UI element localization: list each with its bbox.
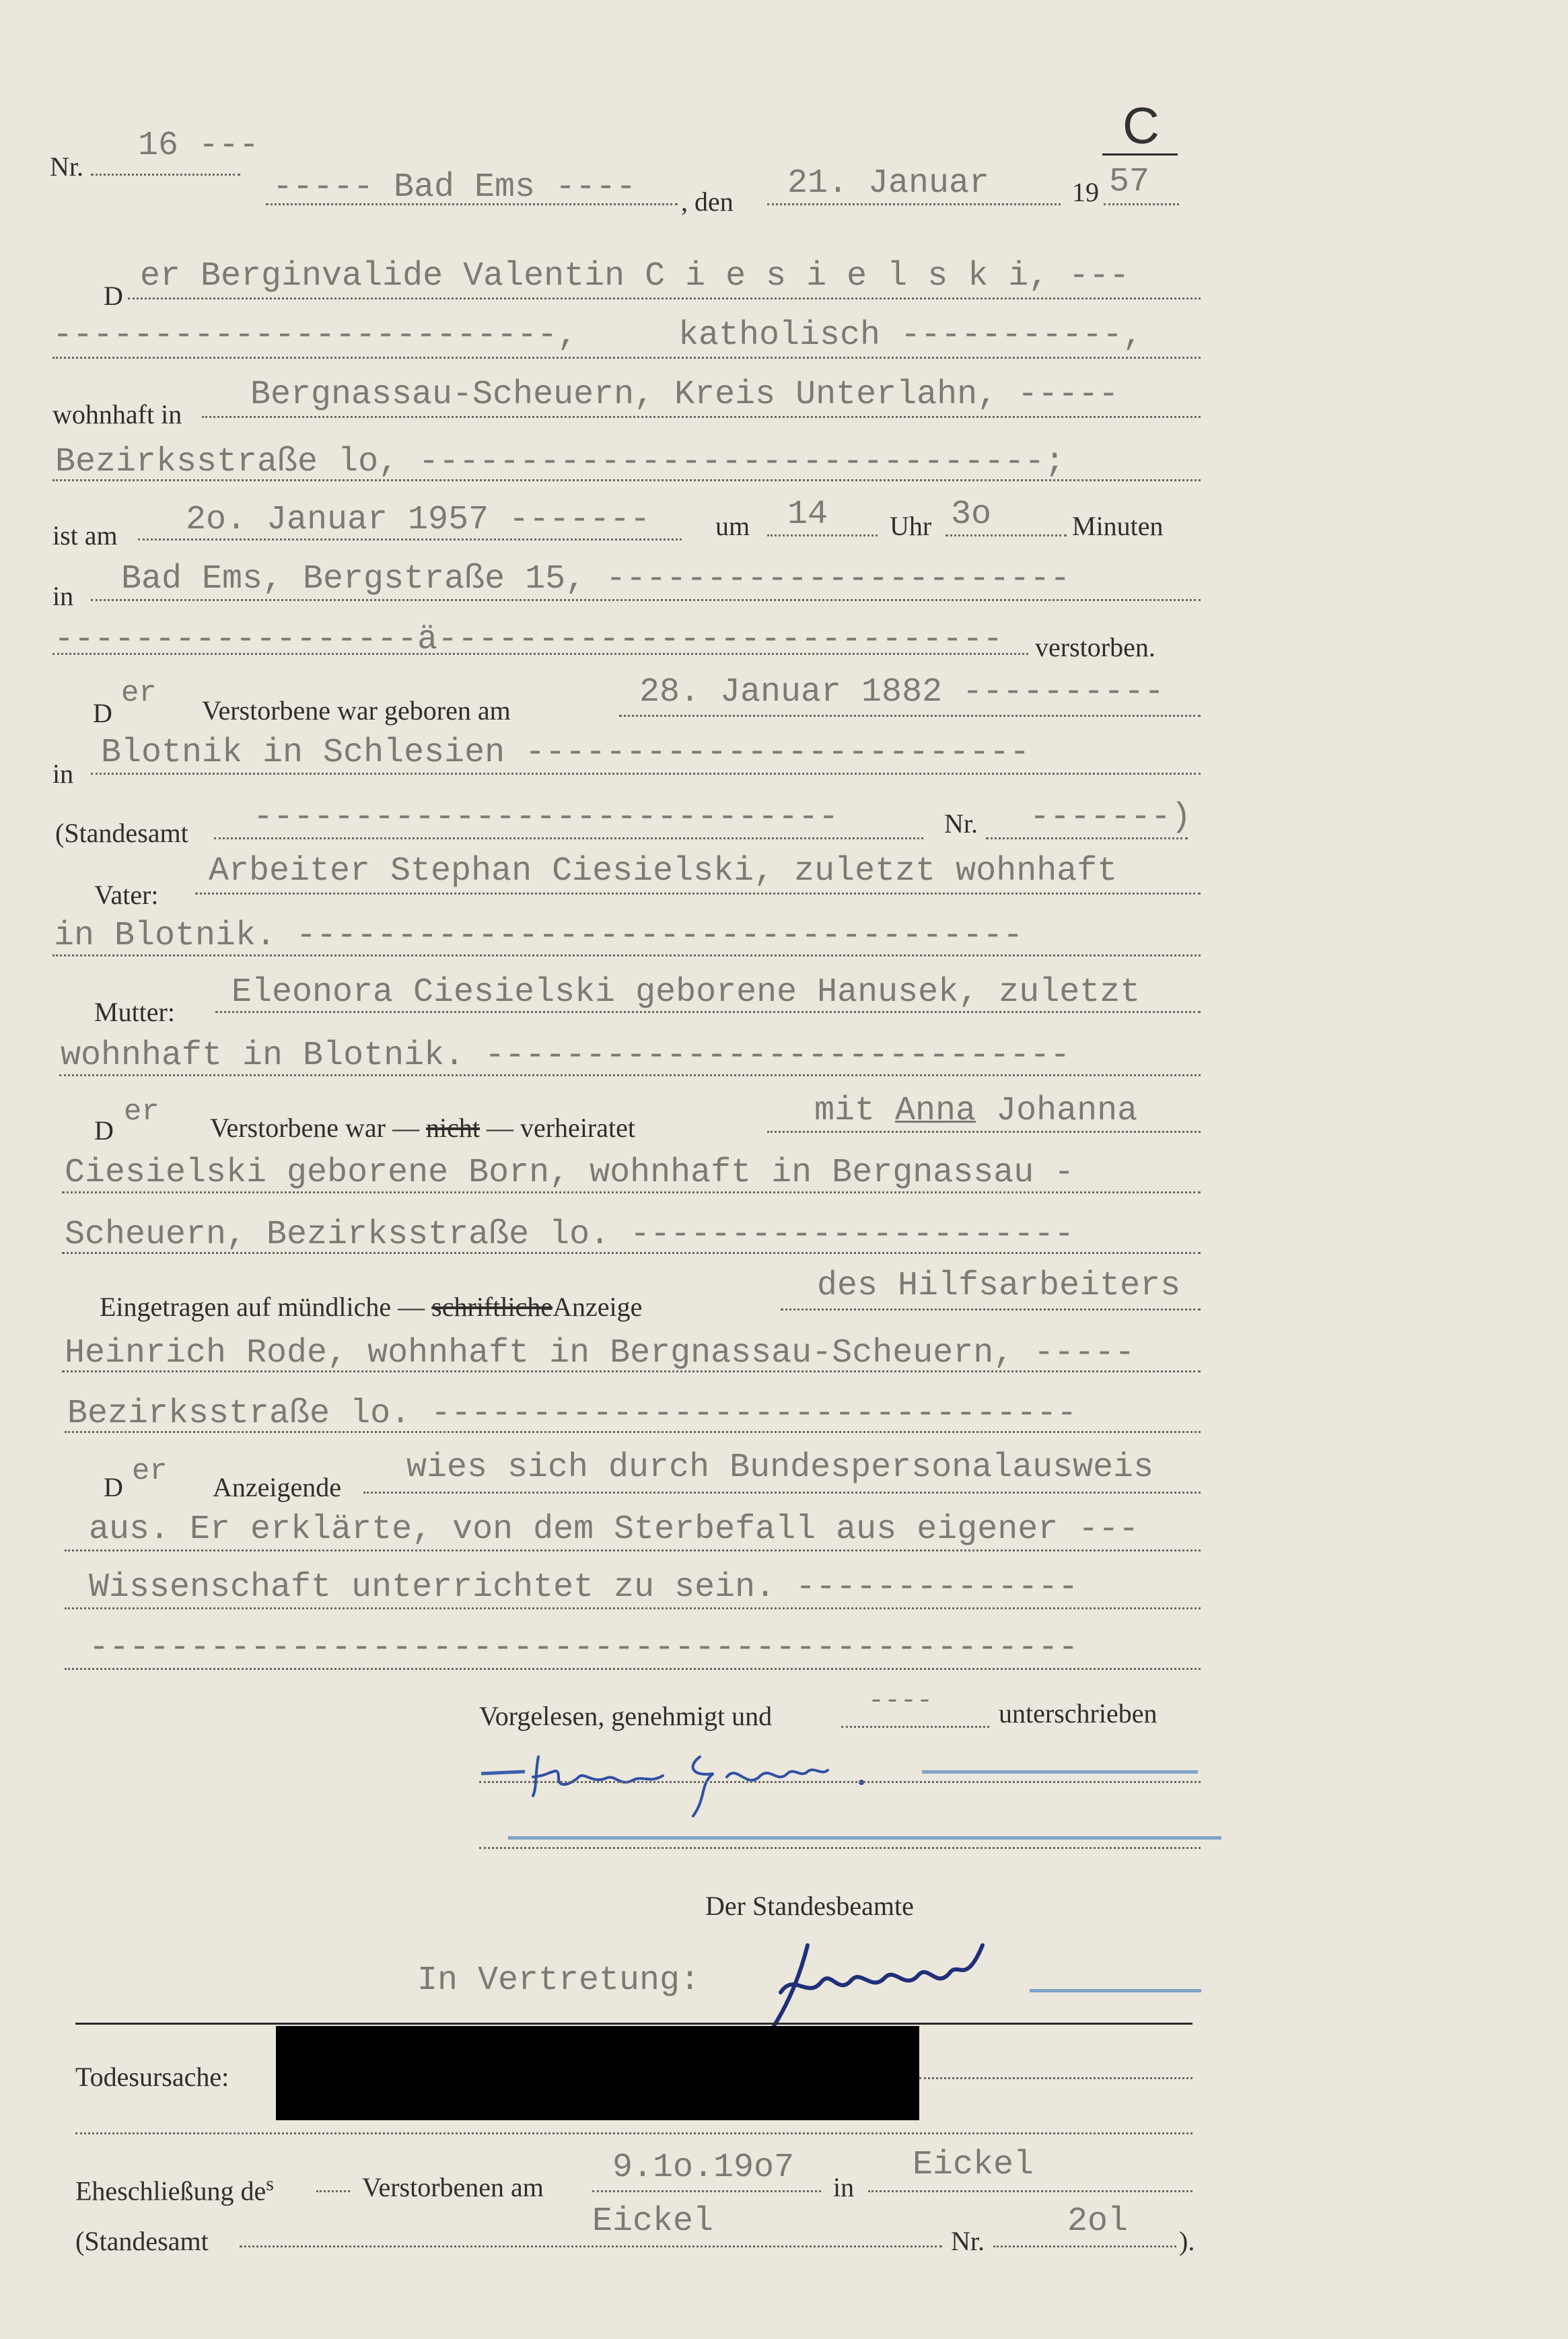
father-label: Vater: xyxy=(94,880,159,910)
informant-signature xyxy=(471,1737,902,1824)
birth-date-dotted xyxy=(619,715,1201,717)
death-date-value: 2o. Januar 1957 ------- xyxy=(186,501,651,539)
ehe-date: 9.1o.19o7 xyxy=(612,2149,795,2187)
den-label: , den xyxy=(681,186,734,217)
informant-line4-dotted xyxy=(65,1668,1201,1670)
birth-place-value: Blotnik in Schlesien ------------------------- xyxy=(101,734,1030,772)
marriage-line2: Ciesielski geborene Born, wohnhaft in Bergnassau - xyxy=(65,1154,1075,1192)
birth-date: 28. Januar 1882 ---------- xyxy=(639,673,1165,711)
vorgelesen-dotted xyxy=(841,1726,989,1728)
death-hour: 14 xyxy=(787,495,828,534)
mother-line1: Eleonora Ciesielski geborene Hanusek, zuletzt xyxy=(231,973,1141,1012)
corner-mark-underline xyxy=(1102,153,1178,155)
death-place-value: Bad Ems, Bergstraße 15, ----------------------- xyxy=(121,560,1071,598)
informant-label: Anzeigende xyxy=(213,1472,342,1502)
death-place-label: in xyxy=(52,581,74,611)
registration-line1: des Hilfsarbeiters xyxy=(817,1267,1181,1305)
ehe-standesamt-value: Eickel xyxy=(592,2202,714,2241)
year-dotted-line xyxy=(1104,203,1179,205)
residence-value: Bergnassau-Scheuern, Kreis Unterlahn, ----- xyxy=(250,376,1119,414)
informant-signature-blue-line xyxy=(922,1770,1198,1774)
ehe-nr-value: 2ol xyxy=(1067,2202,1129,2241)
father-line2: in Blotnik. ------------------------------------ xyxy=(54,917,1024,955)
informant-line1: wies sich durch Bundespersonalausweis xyxy=(406,1448,1154,1487)
birth-place-label: in xyxy=(52,759,74,789)
ehe-standesamt-dotted xyxy=(240,2245,942,2247)
official-signature xyxy=(760,1925,1003,2033)
place-dotted-line xyxy=(266,203,678,205)
vertretung-label: In Vertretung: xyxy=(417,1961,701,2000)
informant-signature-dotted xyxy=(479,1781,1201,1783)
year-suffix: 57 xyxy=(1109,163,1150,201)
birth-label: Verstorbene war geboren am xyxy=(202,695,511,726)
mother-line2: wohnhaft in Blotnik. ----------------------------- xyxy=(61,1037,1071,1075)
marriage-spouse-name: Anna xyxy=(895,1092,976,1130)
eheschliessung-label-b: Verstorbenen am xyxy=(362,2172,544,2202)
informant-er: er xyxy=(132,1455,168,1488)
second-signature-dotted xyxy=(479,1847,1201,1849)
uhr-label: Uhr xyxy=(890,511,932,541)
second-signature-blue-line xyxy=(508,1836,1221,1840)
registration-line3-dotted xyxy=(65,1431,1201,1433)
deceased-line1-dotted xyxy=(128,298,1201,300)
nr-value: 16 --- xyxy=(138,127,260,165)
birth-er: er xyxy=(121,676,157,710)
street-value: Bezirksstraße lo, -------------------------------; xyxy=(55,443,1065,481)
birth-standesamt-dotted xyxy=(214,837,923,839)
vorgelesen-label: Vorgelesen, genehmigt und xyxy=(479,1701,773,1731)
date-dotted-line xyxy=(767,203,1061,205)
nr-dotted-line xyxy=(91,174,240,176)
informant-line3-dotted xyxy=(65,1607,1201,1609)
birth-nr-label: Nr. xyxy=(944,808,978,839)
death-minutes: 3o xyxy=(951,495,992,534)
mother-line2-dotted xyxy=(59,1074,1201,1076)
death-date-dotted xyxy=(138,538,682,540)
registration-line2: Heinrich Rode, wohnhaft in Bergnassau-Scheuern, ----- xyxy=(65,1334,1135,1372)
religion-dotted xyxy=(52,357,1201,359)
ehe-standesamt-label: (Standesamt xyxy=(75,2226,209,2256)
todesursache-label: Todesursache: xyxy=(75,2062,229,2092)
year-prefix: 19 xyxy=(1072,177,1099,207)
registration-label-strike: schriftliche xyxy=(431,1292,553,1322)
corner-mark: C xyxy=(1122,98,1160,155)
marriage-line3-dotted xyxy=(62,1252,1201,1254)
father-line2-dotted xyxy=(52,954,1201,956)
hour-dotted xyxy=(767,534,878,536)
birth-nr-value: -------) xyxy=(1030,798,1192,837)
deceased-line2a: -------------------------, xyxy=(52,316,578,355)
marriage-line1-dotted xyxy=(767,1131,1201,1133)
residence-dotted xyxy=(202,416,1201,418)
deceased-d-prefix: D xyxy=(104,281,123,311)
todesursache-dotted-2 xyxy=(75,2132,1192,2134)
death-line2-dotted xyxy=(52,653,1028,655)
informant-line1-dotted xyxy=(363,1492,1201,1494)
date-value: 21. Januar xyxy=(787,164,990,203)
marriage-line1: mit Anna Johanna xyxy=(814,1092,1138,1130)
birth-place-dotted xyxy=(91,773,1201,775)
redacted-cause-of-death xyxy=(276,2026,919,2120)
deceased-line1: er Berginvalide Valentin C i e s i e l s k i, --- xyxy=(140,257,1130,295)
minuten-label: Minuten xyxy=(1072,511,1164,541)
todesursache-dotted xyxy=(919,2077,1192,2079)
ehe-nr-label: Nr. xyxy=(951,2226,985,2256)
eheschliessung-label: Eheschließung $de^s$ xyxy=(75,2173,274,2206)
ehe-nr-dotted xyxy=(993,2245,1176,2247)
informant-line2-dotted xyxy=(65,1549,1201,1551)
registration-label: Eingetragen auf mündliche — schriftlicheAnzeige xyxy=(100,1292,643,1322)
minutes-dotted xyxy=(946,534,1067,536)
birth-d-prefix: D xyxy=(93,698,112,728)
death-date-label: ist am xyxy=(52,520,118,551)
residence-label: wohnhaft in xyxy=(52,399,182,429)
ehe-place-dotted xyxy=(868,2190,1192,2192)
marriage-label: Verstorbene war — nicht — verheiratet xyxy=(210,1113,635,1143)
registration-line1-dotted xyxy=(781,1308,1201,1311)
informant-line3: Wissenschaft unterrichtet zu sein. -------------- xyxy=(89,1568,1079,1607)
marriage-d-prefix: D xyxy=(94,1115,114,1146)
mother-label: Mutter: xyxy=(94,997,175,1027)
unterschrieben-label: unterschrieben xyxy=(999,1698,1157,1729)
official-signature-blue-line xyxy=(1030,1989,1201,1992)
father-line1: Arbeiter Stephan Ciesielski, zuletzt wohnhaft xyxy=(209,852,1118,891)
marriage-line3: Scheuern, Bezirksstraße lo. ---------------------- xyxy=(65,1216,1075,1254)
nr-label: Nr. xyxy=(50,151,83,182)
death-line2: ------------------ä---------------------------- xyxy=(54,621,1003,659)
marriage-er: er xyxy=(124,1095,159,1129)
informant-line2: aus. Er erklärte, von dem Sterbefall aus eigener --- xyxy=(89,1510,1139,1549)
religion-value: katholisch -----------, xyxy=(678,316,1143,355)
mother-line1-dotted xyxy=(215,1011,1201,1013)
verstorben-label: verstorben. xyxy=(1035,632,1155,662)
birth-standesamt-value: ----------------------------- xyxy=(253,798,839,837)
informant-d-prefix: D xyxy=(104,1472,123,1502)
registration-line2-dotted xyxy=(62,1370,1201,1372)
ehe-in-label: in xyxy=(833,2172,855,2202)
ehe-place: Eickel xyxy=(913,2146,1034,2184)
birth-nr-dotted xyxy=(986,837,1188,839)
place-value: ----- Bad Ems ---- xyxy=(273,168,637,207)
father-line1-dotted xyxy=(195,893,1201,895)
registration-line3: Bezirksstraße lo. -------------------------------- xyxy=(67,1395,1077,1433)
ehe-date-dotted xyxy=(592,2190,821,2192)
ehe-s-dotted xyxy=(316,2190,350,2192)
footer-separator xyxy=(75,2023,1192,2025)
informant-line4: ------------------------------------------------- xyxy=(89,1629,1079,1667)
vorgelesen-dashes: ---- xyxy=(868,1686,933,1716)
standesbeamte-label: Der Standesbeamte xyxy=(705,1891,914,1921)
marriage-label-strike: nicht xyxy=(426,1113,480,1143)
street-dotted xyxy=(52,479,1201,481)
marriage-line2-dotted xyxy=(62,1191,1201,1193)
ehe-close: ). xyxy=(1179,2226,1195,2256)
um-label: um xyxy=(715,511,750,541)
birth-standesamt-label: (Standesamt xyxy=(55,818,188,848)
death-place-dotted xyxy=(91,599,1201,601)
